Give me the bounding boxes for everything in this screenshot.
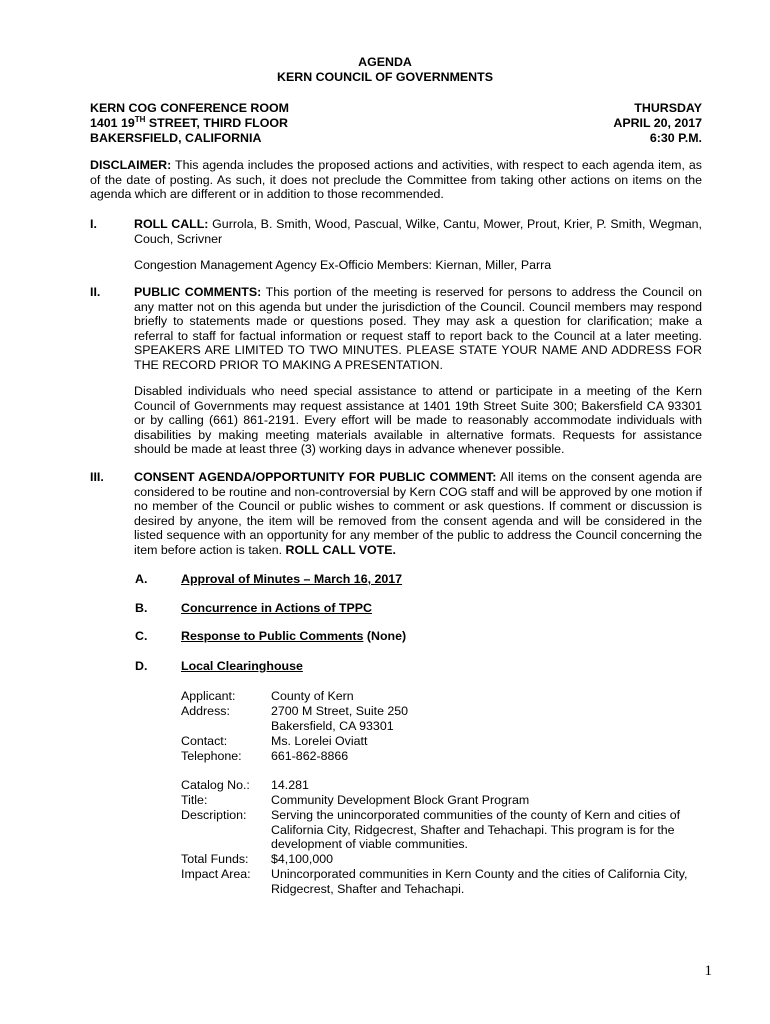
item-approval-minutes: Approval of Minutes – March 16, 2017 [181, 572, 403, 586]
address-label: Address: [181, 704, 230, 718]
address-line-1: 2700 M Street, Suite 250 [271, 704, 409, 718]
item-letter: A. [135, 572, 148, 586]
applicant-label: Applicant: [181, 689, 236, 703]
applicant-value: County of Kern [271, 689, 354, 703]
total-funds-value: $4,100,000 [271, 852, 334, 866]
telephone-label: Telephone: [181, 749, 242, 763]
meeting-date: APRIL 20, 2017 [613, 116, 702, 130]
roll-call: ROLL CALL: Gurrola, B. Smith, Wood, Pascual, Wilke, Cantu, Mower, Prout, Krier, P. Smith, Wegman, Couch, Scrivner [134, 217, 702, 246]
title-label: Title: [181, 793, 208, 807]
contact-value: Ms. Lorelei Oviatt [271, 734, 368, 748]
item-letter: D. [135, 659, 148, 673]
total-funds-label: Total Funds: [181, 852, 249, 866]
page-number: 1 [704, 963, 712, 979]
doc-org: KERN COUNCIL OF GOVERNMENTS [277, 70, 493, 84]
consent-agenda: CONSENT AGENDA/OPPORTUNITY FOR PUBLIC COMMENT: All items on the consent agenda are considered to be routine and non-controversial by Kern COG staff and will be approved by one motion if no member of the Council or public wishes to comment or ask questions. If comment or discussion is desired by anyone, the item will be removed from the consent agenda and will be considered in the listed sequence with an opportunity for any member of the public to address the Council concerning the item before action is taken. ROLL CALL VOTE. [134, 470, 703, 557]
item-tppc-actions: Concurrence in Actions of TPPC [181, 601, 372, 615]
contact-label: Contact: [181, 734, 228, 748]
item-letter: B. [135, 601, 148, 615]
telephone-value: 661-862-8866 [271, 749, 349, 763]
section-number-public-comments: II. [90, 285, 101, 299]
location-line-2: 1401 19TH STREET, THIRD FLOOR [90, 115, 288, 130]
meeting-time: 6:30 P.M. [649, 131, 702, 145]
impact-area-label: Impact Area: [181, 867, 251, 881]
item-local-clearinghouse: Local Clearinghouse [181, 659, 303, 673]
meeting-day: THURSDAY [634, 101, 702, 115]
item-letter: C. [135, 629, 148, 643]
disclaimer: DISCLAIMER: This agenda includes the proposed actions and activities, with respect to each agenda item, as of the date of posting. As such, it does not preclude the Committee from taking other actions on items on the agenda which are different or in addition to those recommended. [90, 158, 702, 202]
public-comments: PUBLIC COMMENTS: This portion of the meeting is reserved for persons to address the Council on any matter not on this agenda but under the jurisdiction of the Council. Council members may respond briefly to statements made or questions posed. They may ask a question for clarification; make a referral to staff for factual information or request staff to report back to the Council at a later meeting. SPEAKERS ARE LIMITED TO TWO MINUTES. PLEASE STATE YOUR NAME AND ADDRESS FOR THE RECORD PRIOR TO MAKING A PRESENTATION. [134, 285, 702, 372]
cma-members: Congestion Management Agency Ex-Officio Members: Kiernan, Miller, Parra [134, 258, 552, 272]
disabled-assistance: Disabled individuals who need special assistance to attend or participate in a meeting of the Kern Council of Governments may request assistance at 1401 19th Street Suite 300; Bakersfield CA 93301 or by calling (661) 861-2191. Every effort will be made to reasonably accommodate individuals with disabilities by making meeting materials available in alternative formats. Requests for assistance should be made at least three (3) working days in advance whenever possible. [134, 384, 702, 457]
catalog-value: 14.281 [271, 778, 309, 792]
address-line-2: Bakersfield, CA 93301 [271, 719, 394, 733]
title-value: Community Development Block Grant Program [271, 793, 530, 807]
description-label: Description: [181, 808, 247, 822]
description-value: Serving the unincorporated communities of the county of Kern and cities of California City, Ridgecrest, Shafter and Tehachapi. This program is for the development of viable communities. [271, 808, 681, 852]
section-number-roll-call: I. [90, 217, 97, 231]
section-number-consent: III. [90, 470, 104, 484]
location-line-3: BAKERSFIELD, CALIFORNIA [90, 131, 262, 145]
doc-title: AGENDA [358, 55, 412, 69]
catalog-label: Catalog No.: [181, 778, 250, 792]
impact-area-value: Unincorporated communities in Kern County and the cities of California City, Ridgecrest, Shafter and Tehachapi. [271, 867, 688, 896]
item-public-comments-response: Response to Public Comments (None) [181, 629, 407, 643]
location-line-1: KERN COG CONFERENCE ROOM [90, 101, 289, 115]
